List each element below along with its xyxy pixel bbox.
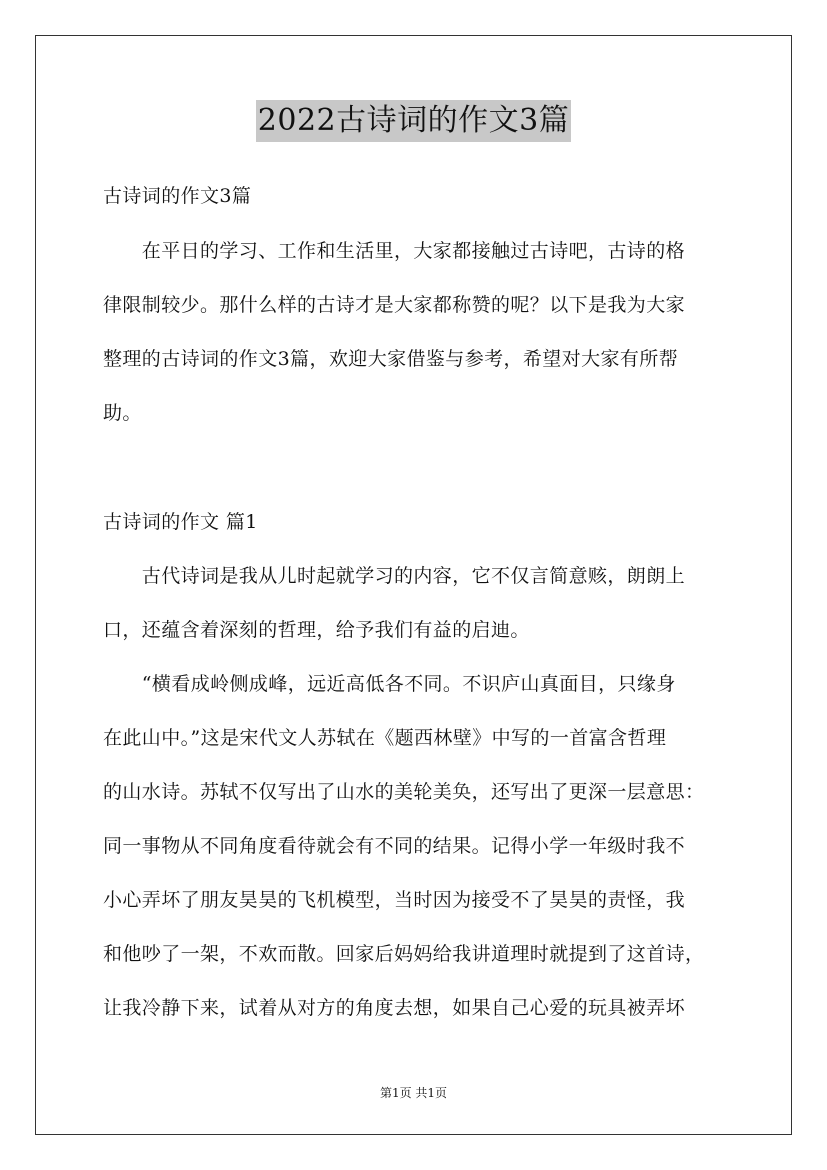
paragraph-line: 在平日的学习、工作和生活里，大家都接触过古诗吧，古诗的格 bbox=[103, 240, 686, 262]
section-heading: 古诗词的作文 篇1 bbox=[103, 511, 258, 533]
paragraph-line: 和他吵了一架，不欢而散。回家后妈妈给我讲道理时就提到了这首诗， bbox=[103, 943, 705, 965]
paragraph-line: 的山水诗。苏轼不仅写出了山水的美轮美奂，还写出了更深一层意思： bbox=[103, 781, 705, 803]
document-title: 2022古诗词的作文3篇 bbox=[256, 100, 571, 142]
intro-heading: 古诗词的作文3篇 bbox=[103, 185, 252, 207]
paragraph-line: 助。 bbox=[103, 402, 142, 424]
paragraph-line: “横看成岭侧成峰，远近高低各不同。不识庐山真面目，只缘身 bbox=[103, 673, 676, 695]
paragraph-line: 律限制较少。那什么样的古诗才是大家都称赞的呢？以下是我为大家 bbox=[103, 294, 686, 316]
paragraph-line: 在此山中。”这是宋代文人苏轼在《题西林壁》中写的一首富含哲理 bbox=[103, 727, 667, 749]
paragraph-line: 古代诗词是我从儿时起就学习的内容，它不仅言简意赅，朗朗上 bbox=[103, 565, 686, 587]
paragraph-line: 小心弄坏了朋友昊昊的飞机模型，当时因为接受不了昊昊的责怪，我 bbox=[103, 889, 686, 911]
paragraph-line: 让我冷静下来，试着从对方的角度去想，如果自己心爱的玩具被弄坏 bbox=[103, 997, 686, 1019]
paragraph-line: 同一事物从不同角度看待就会有不同的结果。记得小学一年级时我不 bbox=[103, 835, 686, 857]
paragraph-line: 口，还蕴含着深刻的哲理，给予我们有益的启迪。 bbox=[103, 619, 530, 641]
paragraph-line: 整理的古诗词的作文3篇，欢迎大家借鉴与参考，希望对大家有所帮 bbox=[103, 348, 679, 370]
title-area bbox=[0, 100, 827, 142]
page-footer: 第1页 共1页 bbox=[379, 1086, 448, 1100]
